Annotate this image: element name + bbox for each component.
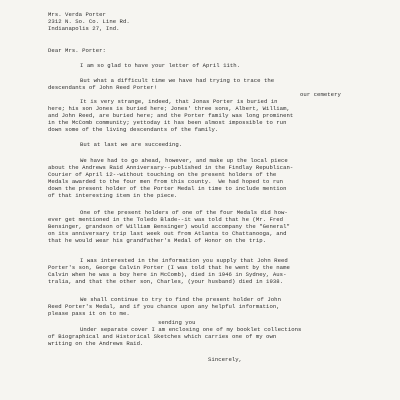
salutation: Dear Mrs. Porter: xyxy=(48,47,106,54)
para5-line1: One of the present holders of one of the four Medals did how- xyxy=(80,209,288,216)
para4-line2: about the Andrews Raid Anniversary--published in the Findlay Republican- xyxy=(48,164,294,171)
para4-line3: Courier of April 12--without touching on the present holders of the xyxy=(48,171,277,178)
para7-line3: please pass it on to me. xyxy=(48,310,130,317)
para2-insert: our cemetery xyxy=(300,91,341,98)
para2-line1: But what a difficult time we have had trying to trace the xyxy=(80,77,275,84)
para2-line3: It is very strange, indeed, that Jonas Porter is buried in xyxy=(80,98,278,105)
para8-line1: Under separate cover I am enclosing one of my booklet collections xyxy=(80,326,302,333)
para2-line2: descendants of John Reed Porter! xyxy=(48,84,158,91)
para5-line3: Bensinger, grandson of William Bensinger) would accompany the "General" xyxy=(48,223,290,230)
para6-line1: I was interested in the information you supply that John Reed xyxy=(80,257,288,264)
para6-line4: tralia, and that the other son, Charles, (your husband) died in 1938. xyxy=(48,278,284,285)
para2-line5: and John Reed, are buried here; and the Porter family was long prominent xyxy=(48,112,294,119)
para6-line2: Porter's son, George Calvin Porter (I was told that he went by the name xyxy=(48,264,290,271)
para7-line2: Reed Porter's Medal, and if you chance upon any helpful information, xyxy=(48,303,280,310)
para4-line6: of that interesting item in the piece. xyxy=(48,192,178,199)
para2-line6: in the McComb community; yettoday it has been almost impossible to run xyxy=(48,119,287,126)
para4-line4: Medals awarded to the four men from this county. We had hoped to run xyxy=(48,178,284,185)
para5-line5: that he would wear his grandfather's Medal of Honor on the trip. xyxy=(48,237,267,244)
recipient-name: Mrs. Verda Porter xyxy=(48,11,106,18)
para8-line2: of Biographical and Historical Sketches which carries one of my own xyxy=(48,333,277,340)
recipient-city: Indianapolis 27, Ind. xyxy=(48,25,120,32)
para5-line2: ever get mentioned in the Toledo Blade--it was told that he (Mr. Fred xyxy=(48,216,284,223)
recipient-street: 2312 N. So. Co. Line Rd. xyxy=(48,18,130,25)
para6-line3: Calvin when he was a boy here in McComb), died in 1946 in Sydney, Aus- xyxy=(48,271,287,278)
para1: I am so glad to have your letter of April 11th. xyxy=(80,62,241,69)
closing: Sincerely, xyxy=(208,356,243,363)
para5-line4: on its anniversary trip last week out from Atlanta to Chattanooga, and xyxy=(48,230,287,237)
para4-line1: We have had to go ahead, however, and make up the local piece xyxy=(80,157,288,164)
para2-line7: down some of the living descendants of the family. xyxy=(48,126,219,133)
para2-line4: here; his son Jones is buried here; Jones' three sons, Albert, William, xyxy=(48,105,290,112)
para8-line3: writing on the Andrews Raid. xyxy=(48,340,144,347)
para7-line1: We shall continue to try to find the present holder of John xyxy=(80,296,282,303)
para8-insert: sending you xyxy=(158,319,196,326)
para4-line5: down the present holder of the Porter Medal in time to include mention xyxy=(48,185,287,192)
para3: But at last we are succeeding. xyxy=(80,141,183,148)
